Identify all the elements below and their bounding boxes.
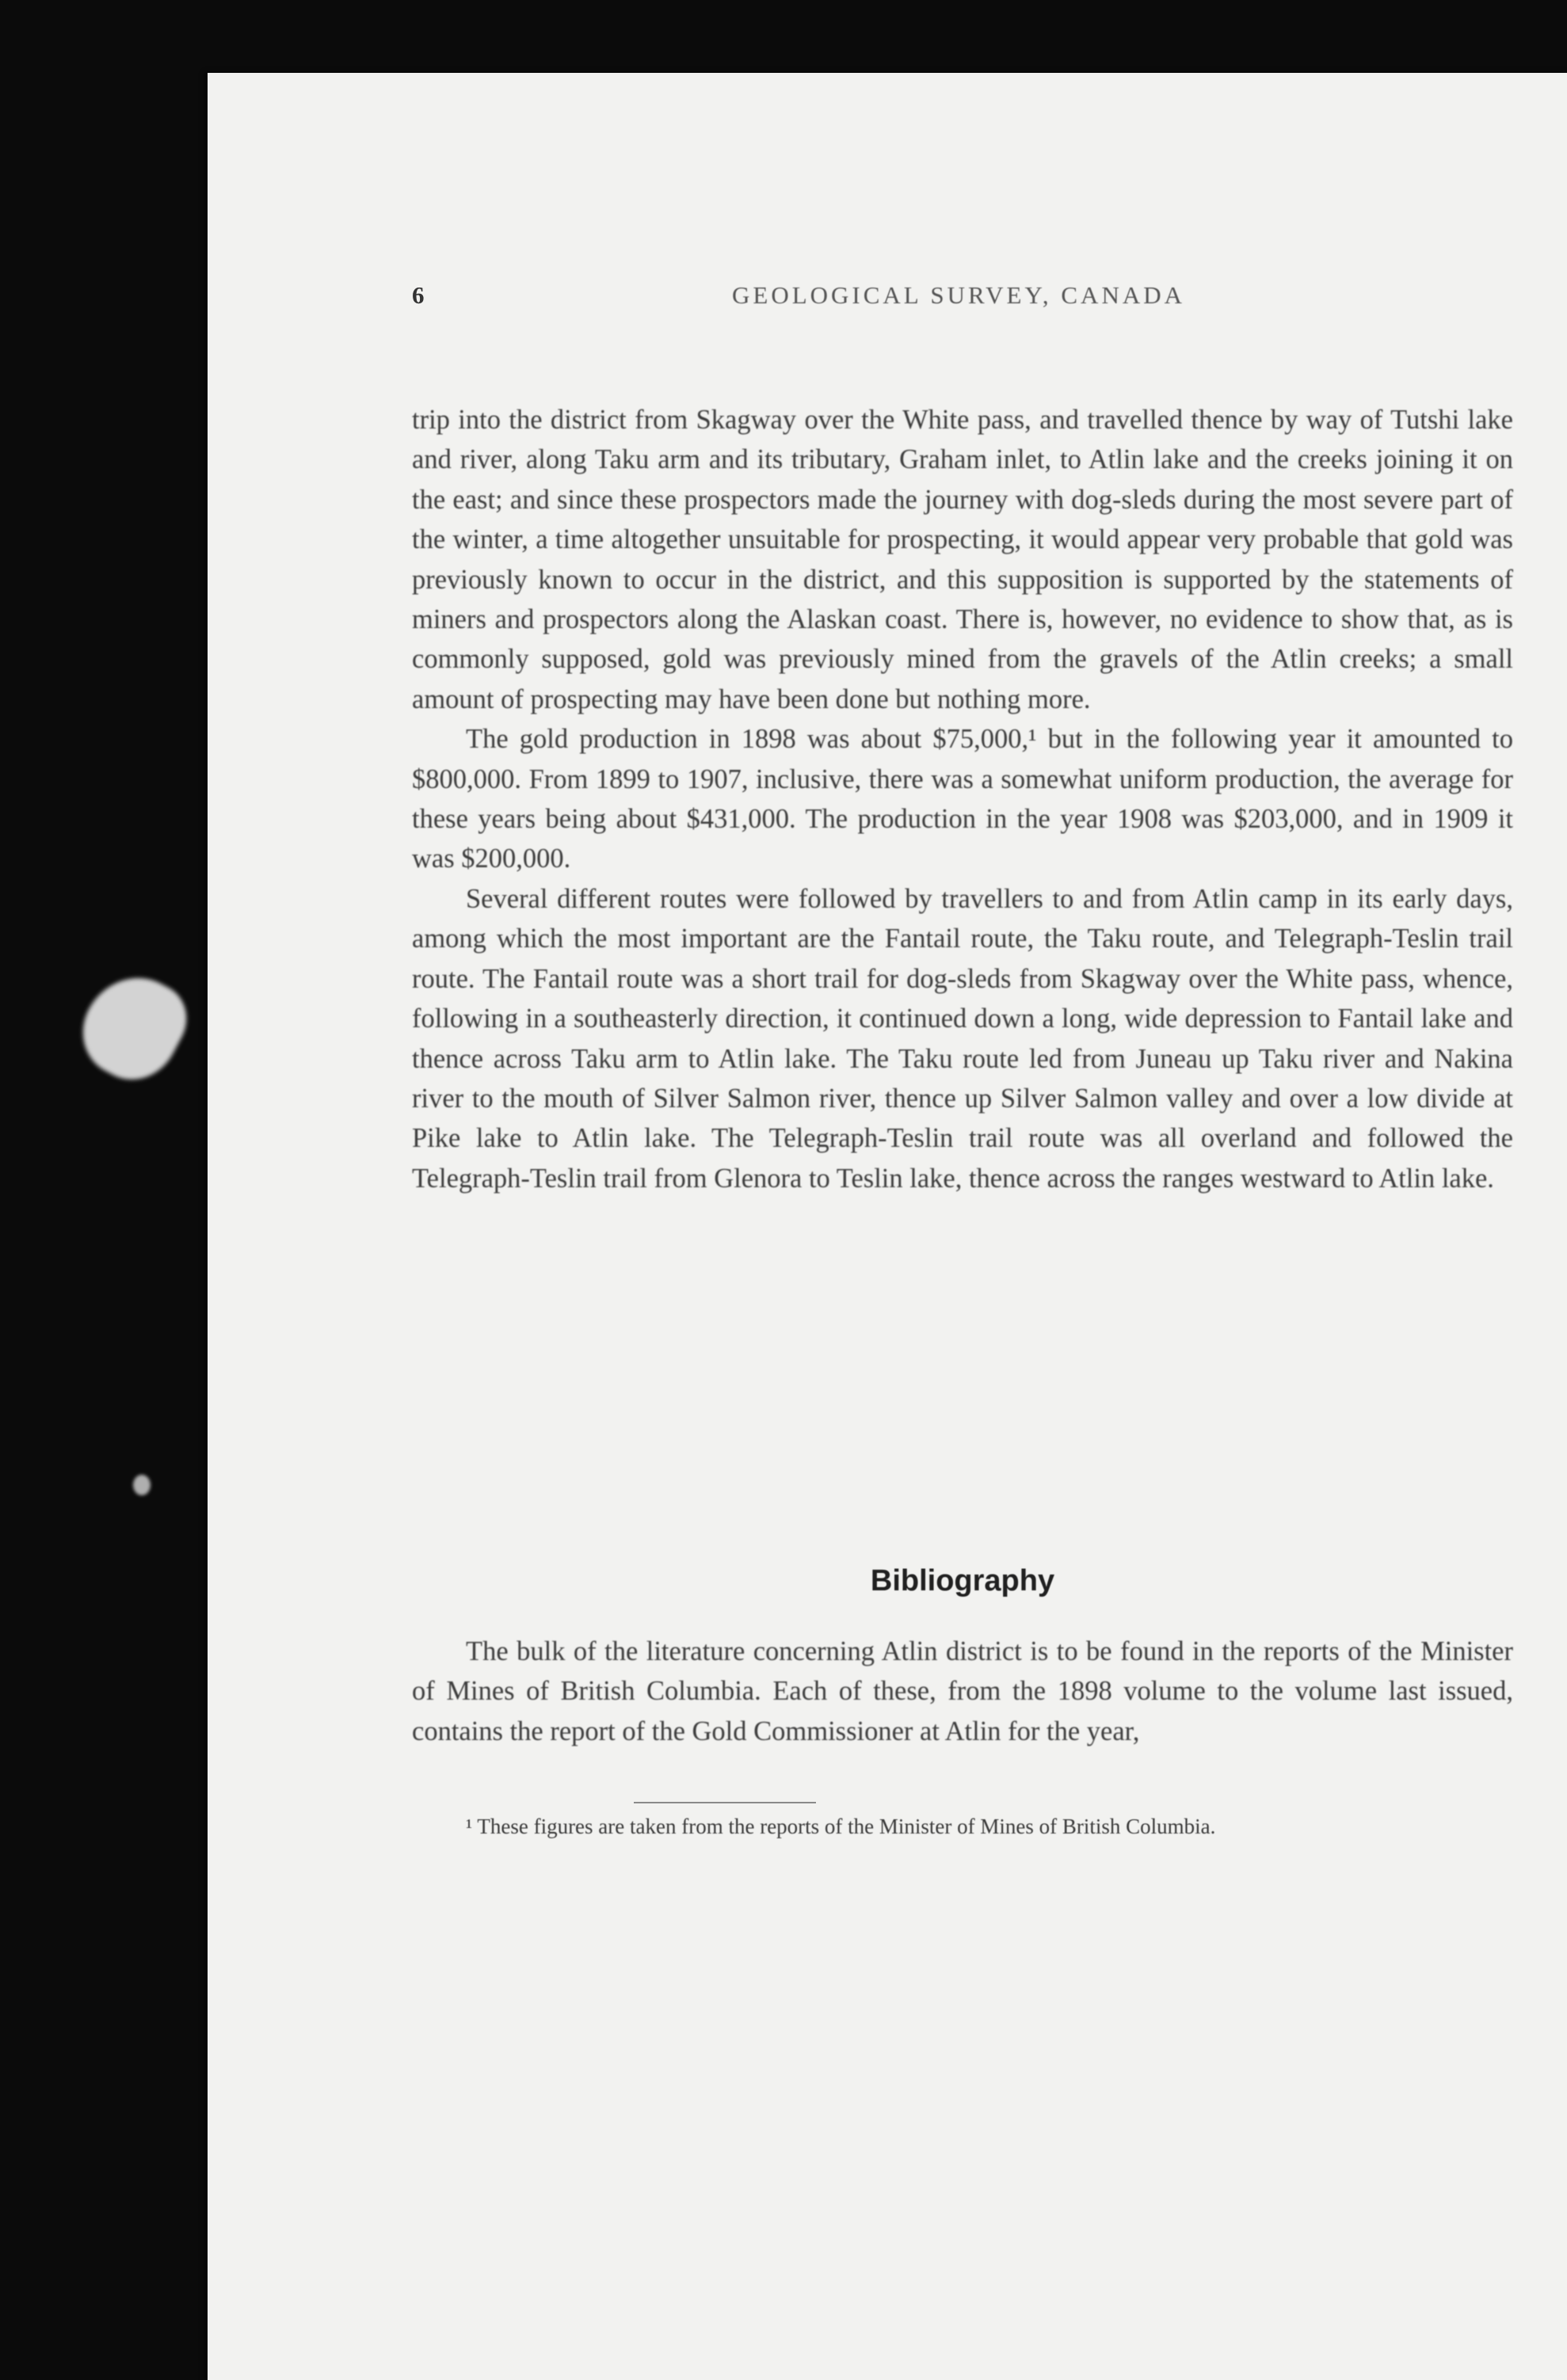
body-text (412, 400, 1513, 1198)
scan-speck (133, 1475, 151, 1495)
footnote-text: ¹ These figures are taken from the reports of the Minister of Mines of British Columbia. (466, 1815, 1216, 1838)
paragraph: trip into the district from Skagway over the White pass, and travelled thence by way of Tutshi lake and river, along Taku arm and its tributary, Graham inlet, to Atlin lake and the creeks joining it on the east; and since these prospectors made the journey with dog-sleds during the most severe part of the winter, a time altogether unsuitable for prospecting, it would appear very probable that gold was previously known to occur in the district, and this supposition is supported by the statements of miners and prospectors along the Alaskan coast. There is, however, no evidence to show that, as is commonly supposed, gold was previously mined from the gravels of the Atlin creeks; a small amount of prospecting may have been done but nothing more. (412, 405, 1513, 714)
section-heading: Bibliography (870, 1564, 1055, 1597)
bibliography-text (412, 1632, 1513, 1751)
page-header (412, 281, 1505, 329)
paragraph: Several different routes were followed by travellers to and from Atlin camp in its early days, among which the most important are the Fantail route, the Taku route, and Telegraph-Teslin trail route. The Fantail route was a short trail for dog-sleds from Skagway over the White pass, whence, following in a southeasterly direction, it continued down a long, wide depression to Fantail lake and thence across Taku arm to Atlin lake. The Taku route led from Juneau up Taku river and Nakina river to the mouth of Silver Salmon river, thence up Silver Salmon valley and over a low divide at Pike lake to Atlin lake. The Telegraph-Teslin trail route was all overland and followed the Telegraph-Teslin trail from Glenora to Teslin lake, thence across the ranges westward to Atlin lake. (412, 883, 1513, 1194)
paragraph: The gold production in 1898 was about $75,000,¹ but in the following year it amounted to $800,000. From 1899 to 1907, inclusive, there was a somewhat uniform production, the average for these years being about $431,000. The production in the year 1908 was $203,000, and in 1909 it was $200,000. (412, 724, 1513, 874)
footnote (412, 1814, 1513, 1839)
running-head: GEOLOGICAL SURVEY, CANADA (732, 281, 1185, 309)
paragraph: The bulk of the literature concerning Atlin district is to be found in the reports of the Minister of Mines of British Columbia. Each of these, from the 1898 volume to the volume last issued, contains the report of the Gold Commissioner at Atlin for the year, (412, 1636, 1513, 1746)
page-number: 6 (412, 281, 428, 309)
footnote-divider (634, 1802, 816, 1803)
